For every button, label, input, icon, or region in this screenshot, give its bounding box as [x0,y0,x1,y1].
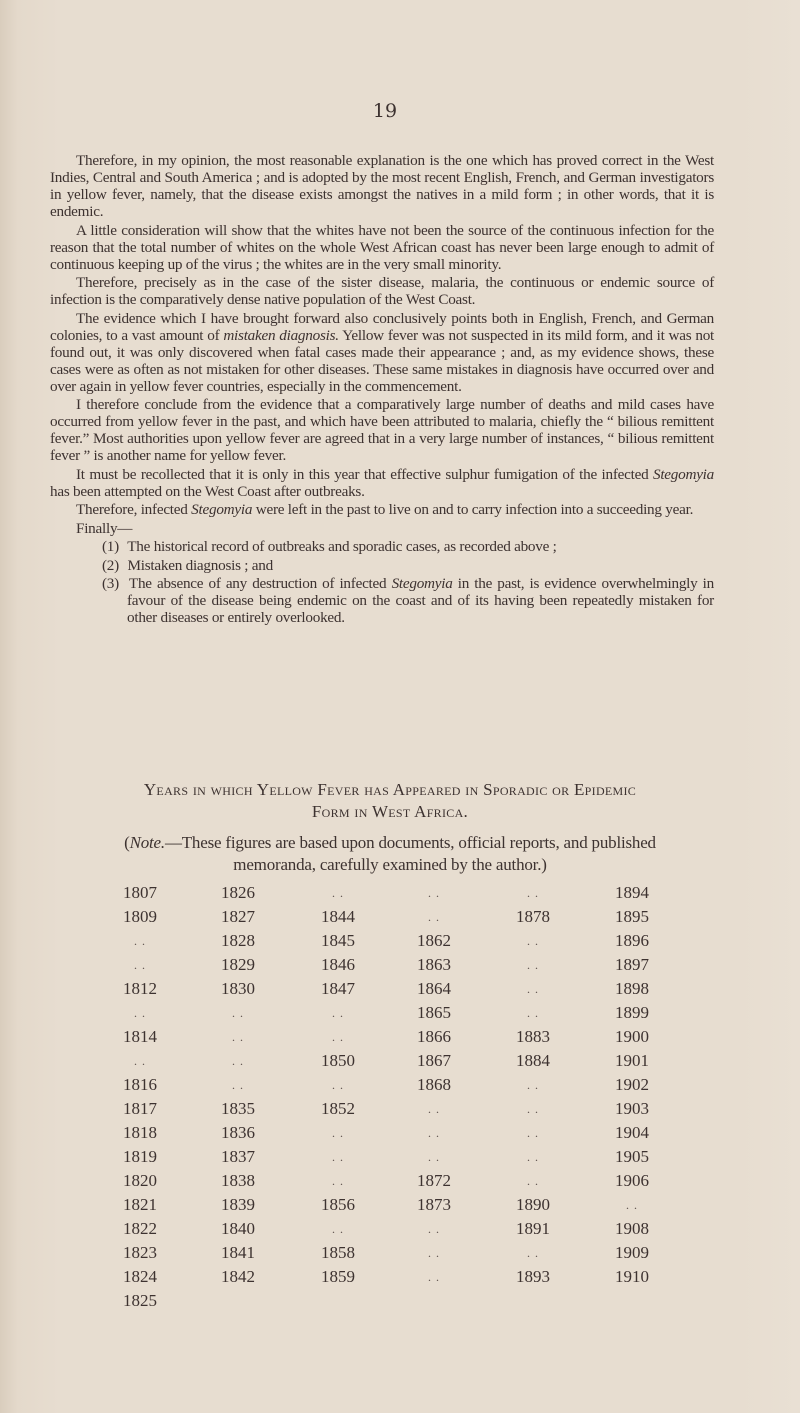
year-cell: 1819 [123,1147,157,1166]
paragraph [50,222,714,273]
year-cell: 1873 [417,1195,451,1214]
section-heading-line-1: Years in which Yellow Fever has Appeared in Sporadic or Epidemic [143,780,637,799]
empty-year-cell: . . [527,886,539,900]
year-cell: 1858 [321,1243,355,1262]
table-row [0,1193,800,1217]
empty-year-cell: . . [232,1054,244,1068]
year-cell: 1909 [615,1243,649,1262]
empty-year-cell: . . [527,1150,539,1164]
paragraph-list [50,152,714,518]
empty-year-cell: . . [232,1030,244,1044]
year-cell: 1867 [417,1051,451,1070]
year-cell: 1897 [615,955,649,974]
conclusions-list [50,538,714,626]
empty-year-cell: . . [332,1030,344,1044]
year-cell: 1846 [321,955,355,974]
year-cell: 1842 [221,1267,255,1286]
year-cell: 1866 [417,1027,451,1046]
empty-year-cell: . . [428,910,440,924]
year-cell: 1823 [123,1243,157,1262]
empty-year-cell: . . [332,1174,344,1188]
year-cell: 1840 [221,1219,255,1238]
year-cell: 1856 [321,1195,355,1214]
empty-year-cell: . . [527,1078,539,1092]
text-segment: Therefore, infected [76,501,192,518]
year-cell: 1904 [615,1123,649,1142]
empty-year-cell: . . [332,886,344,900]
year-cell: 1816 [123,1075,157,1094]
year-cell: 1827 [221,907,255,926]
section-heading-line-2: Form in West Africa. [311,802,469,821]
year-cell: 1864 [417,979,451,998]
year-cell: 1862 [417,931,451,950]
year-cell: 1900 [615,1027,649,1046]
year-cell: 1837 [221,1147,255,1166]
text-segment: were left in the past to live on and to carry infection into a succeeding year. [252,501,694,518]
year-cell: 1817 [123,1099,157,1118]
empty-year-cell: . . [527,934,539,948]
finally-label: Finally— [76,519,133,537]
year-cell: 1895 [615,907,649,926]
text-segment: in the past, is evidence overwhelmingly in favour of the disease being endemic on the coast and of its having been repeatedly mistaken for other diseases or entirely overlooked. [127,575,714,626]
italic-text: Stegomyia [391,575,453,592]
year-cell: 1894 [615,883,649,902]
table-row [0,953,800,977]
conclusion-item [50,538,714,555]
text-segment: has been attempted on the West Coast after outbreaks. [50,482,365,500]
year-cell: 1872 [417,1171,451,1190]
empty-year-cell: . . [232,1006,244,1020]
italic-text: Stegomyia [191,501,253,518]
table-row [0,1265,800,1289]
table-row [0,1097,800,1121]
paragraph [50,466,714,500]
year-cell: 1841 [221,1243,255,1262]
year-cell: 1838 [221,1171,255,1190]
empty-year-cell: . . [134,1054,146,1068]
table-row [0,1025,800,1049]
year-cell: 1859 [321,1267,355,1286]
year-cell: 1865 [417,1003,451,1022]
empty-year-cell: . . [527,1246,539,1260]
year-cell: 1852 [321,1099,355,1118]
text-segment: It must be recollected that it is only in this year that effective sulphur fumigation of the infected [76,465,653,483]
table-row [0,1145,800,1169]
year-cell: 1896 [615,931,649,950]
year-cell: 1878 [516,907,550,926]
year-cell: 1891 [516,1219,550,1238]
year-cell: 1893 [516,1267,550,1286]
conclusion-number: (1) [102,538,119,555]
conclusion-number: (3) [102,575,119,592]
year-cell: 1829 [221,955,255,974]
table-row [0,1073,800,1097]
table-row [0,1289,800,1313]
empty-year-cell: . . [527,958,539,972]
conclusion-item [50,575,714,626]
section-heading [50,779,730,823]
conclusion-number: (2) [102,556,119,574]
year-cell: 1906 [615,1171,649,1190]
text-segment: A little consideration will show that the whites have not been the source of the continuous infection for the reason that the total number of whites on the whole West African coast has never been large enough to admit of continuous keeping up of the virus ; the whites are in the very small minority. [50,221,714,273]
paragraph [50,501,714,518]
year-cell: 1844 [321,907,355,926]
table-row [0,1169,800,1193]
years-table [0,881,800,1313]
year-cell: 1821 [123,1195,157,1214]
table-row [0,929,800,953]
year-cell: 1830 [221,979,255,998]
empty-year-cell: . . [527,1102,539,1116]
empty-year-cell: . . [232,1078,244,1092]
empty-year-cell: . . [428,1102,440,1116]
empty-year-cell: . . [134,934,146,948]
year-cell: 1845 [321,931,355,950]
year-cell: 1910 [615,1267,649,1286]
year-cell: 1899 [615,1003,649,1022]
table-row [0,1241,800,1265]
text-segment: The evidence which I have brought forward also conclusively points both in English, French, and German colonies, to a vast amount of [50,309,714,344]
table-row [0,881,800,905]
empty-year-cell: . . [332,1222,344,1236]
year-cell: 1824 [123,1267,157,1286]
table-row [0,977,800,1001]
empty-year-cell: . . [428,1126,440,1140]
table-row [0,1217,800,1241]
year-cell: 1905 [615,1147,649,1166]
text-segment: Therefore, precisely as in the case of the sister disease, malaria, the continuous or endemic source of infection is the comparatively dense native population of the West Coast. [50,274,714,308]
table-row [0,1001,800,1025]
year-cell: 1822 [123,1219,157,1238]
year-cell: 1825 [123,1291,157,1310]
empty-year-cell: . . [134,958,146,972]
text-segment: I therefore conclude from the evidence that a comparatively large number of deaths and mild cases have occurred from yellow fever in the past, and which have been attributed to malaria, chiefly the “ bilious remittent fever.” Most authorities upon yellow fever are agreed that in a very large number of instances, “ bilious remittent fever ” is another name for yellow fever. [50,396,714,464]
year-cell: 1902 [615,1075,649,1094]
text-segment: Therefore, in my opinion, the most reasonable explanation is the one which has proved correct in the West Indies, Central and South America ; and is adopted by the most recent English, French, and German investigators in yellow fever, namely, that the disease exists amongst the natives in a mild form ; in other words, that it is endemic. [50,152,714,220]
note-line-1 [50,832,730,854]
paragraph [50,396,714,464]
year-cell: 1839 [221,1195,255,1214]
empty-year-cell: . . [527,1006,539,1020]
year-cell: 1868 [417,1075,451,1094]
year-cell: 1847 [321,979,355,998]
year-cell: 1807 [123,883,157,902]
year-cell: 1828 [221,931,255,950]
italic-text: Stegomyia [652,465,714,483]
year-cell: 1908 [615,1219,649,1238]
year-cell: 1883 [516,1027,550,1046]
year-cell: 1836 [221,1123,255,1142]
year-cell: 1809 [123,907,157,926]
empty-year-cell: . . [428,1222,440,1236]
conclusion-item [50,557,714,574]
empty-year-cell: . . [332,1126,344,1140]
year-cell: 1818 [123,1123,157,1142]
empty-year-cell: . . [332,1150,344,1164]
empty-year-cell: . . [428,1270,440,1284]
table-row [0,1121,800,1145]
year-cell: 1820 [123,1171,157,1190]
empty-year-cell: . . [428,886,440,900]
text-segment: Yellow fever was not suspected in its mild form, and it was not found out, it was only discovered when fatal cases made their appearance ; and, as my evidence shows, these cases were as often as not mistaken for other diseases. These same mistakes in diagnosis have occurred over and over again in yellow fever countries, especially in the commencement. [50,326,715,395]
year-cell: 1826 [221,883,255,902]
paragraph [50,310,714,395]
table-row [0,905,800,929]
empty-year-cell: . . [626,1198,638,1212]
body-text [50,152,714,628]
note-label: Note. [129,833,165,852]
note-line-2: memoranda, carefully examined by the author.) [233,855,547,874]
year-cell: 1863 [417,955,451,974]
empty-year-cell: . . [332,1078,344,1092]
year-cell: 1835 [221,1099,255,1118]
page-number: 19 [372,100,398,122]
italic-text: mistaken diagnosis. [223,326,339,344]
paragraph [50,152,714,220]
text-segment: Mistaken diagnosis ; and [127,556,273,574]
empty-year-cell: . . [332,1006,344,1020]
empty-year-cell: . . [134,1006,146,1020]
note-open-paren: ( [124,833,130,852]
year-cell: 1890 [516,1195,550,1214]
note-line-1-text: —These figures are based upon documents, official reports, and published [164,833,656,852]
text-segment: The historical record of outbreaks and sporadic cases, as recorded above ; [127,538,557,555]
year-cell: 1901 [615,1051,649,1070]
year-cell: 1812 [123,979,157,998]
empty-year-cell: . . [527,1174,539,1188]
year-cell: 1884 [516,1051,550,1070]
year-cell: 1898 [615,979,649,998]
section-note [50,832,730,876]
empty-year-cell: . . [428,1246,440,1260]
year-cell: 1903 [615,1099,649,1118]
year-cell: 1850 [321,1051,355,1070]
text-segment: The absence of any destruction of infected [128,575,392,592]
table-row [0,1049,800,1073]
year-cell: 1814 [123,1027,157,1046]
empty-year-cell: . . [527,982,539,996]
empty-year-cell: . . [428,1150,440,1164]
paragraph [50,274,714,308]
empty-year-cell: . . [527,1126,539,1140]
